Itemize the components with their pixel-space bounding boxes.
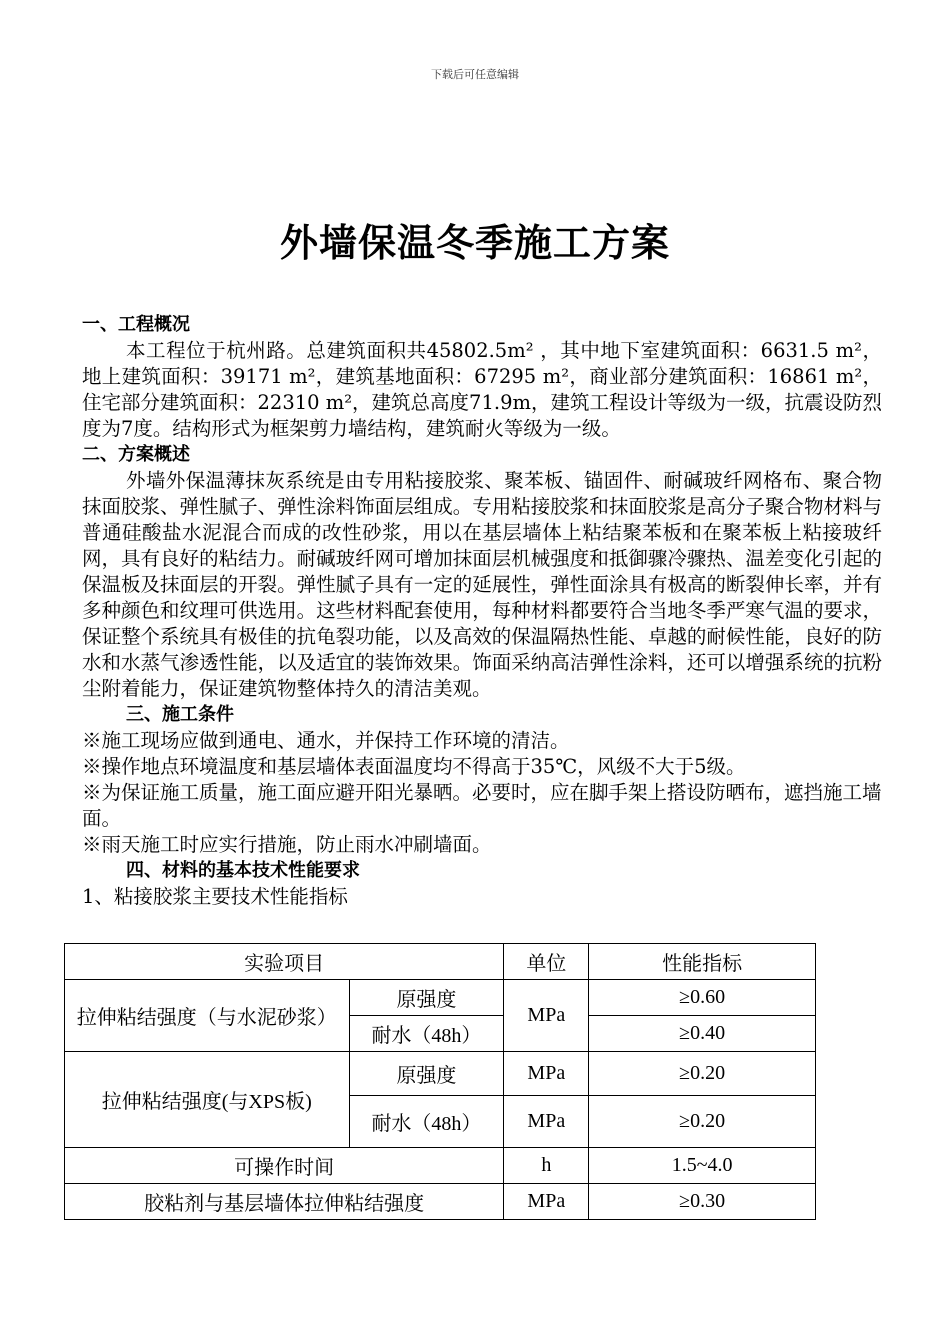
condition-cell: 耐水（48h） — [349, 1016, 504, 1052]
document-body — [82, 312, 882, 910]
table-row — [65, 1052, 816, 1096]
condition-cell: 耐水（48h） — [349, 1096, 504, 1148]
unit-cell: MPa — [504, 1184, 589, 1220]
condition-cell: 原强度 — [349, 980, 504, 1016]
row-label-cell: 可操作时间 — [65, 1148, 504, 1184]
row-label-cell: 拉伸粘结强度(与XPS板) — [65, 1052, 350, 1148]
scheme-paragraph: 外墙外保温薄抹灰系统是由专用粘接胶浆、聚苯板、锚固件、耐碱玻纤网格布、聚合物抹面胶浆、弹性腻子、弹性涂料饰面层组成。专用粘接胶浆和抹面胶浆是高分子聚合物材料与普通硅酸盐水泥混合而成的改性砂浆，用以在基层墙体上粘结聚苯板和在聚苯板上粘接玻纤网，具有良好的粘结力。耐碱玻纤网可增加抹面层机械强度和抵御骤冷骤热、温差变化引起的保温板及抹面层的开裂。弹性腻子具有一定的延展性，弹性面涂具有极高的断裂伸长率，并有多种颜色和纹理可供选用。这些材料配套使用，每种材料都要符合当地冬季严寒气温的要求，保证整个系统具有极佳的抗龟裂功能，以及高效的保温隔热性能、卓越的耐候性能，良好的防水和水蒸气渗透性能，以及适宜的装饰效果。饰面采纳高洁弹性涂料，还可以增强系统的抗粉尘附着能力，保证建筑物整体持久的清洁美观。 — [82, 469, 882, 700]
adhesive-spec-table — [64, 943, 816, 1220]
header-cell-item: 实验项目 — [65, 944, 504, 980]
unit-cell: MPa — [504, 1052, 589, 1096]
condition-item: ※操作地点环境温度和基层墙体表面温度均不得高于35℃，风级不大于5级。 — [82, 755, 746, 778]
header-cell-value: 性能指标 — [589, 944, 816, 980]
section-heading-overview: 一、工程概况 — [82, 314, 190, 335]
overview-paragraph: 本工程位于杭州路。总建筑面积共45802.5m² ，其中地下室建筑面积：6631.5 m²，地上建筑面积：39171 m²，建筑基地面积：67295 m²，商业部分建筑面积：16861 m²，住宅部分建筑面积：22310 m²，建筑总高度71.9m，建筑工程设计等级为一级，抗震设防烈度为7度。结构形式为框架剪力墙结构，建筑耐火等级为一级。 — [82, 339, 882, 440]
table-row — [65, 980, 816, 1016]
row-label-cell: 胶粘剂与基层墙体拉伸粘结强度 — [65, 1184, 504, 1220]
value-cell: ≥0.60 — [589, 980, 816, 1016]
value-cell: ≥0.20 — [589, 1096, 816, 1148]
unit-cell: MPa — [504, 1096, 589, 1148]
condition-cell: 原强度 — [349, 1052, 504, 1096]
table-caption: 1、粘接胶浆主要技术性能指标 — [82, 885, 348, 908]
value-cell: 1.5~4.0 — [589, 1148, 816, 1184]
header-cell-unit: 单位 — [504, 944, 589, 980]
table-row — [65, 1148, 816, 1184]
section-heading-conditions: 三、施工条件 — [126, 704, 234, 725]
condition-item: ※为保证施工质量，施工面应避开阳光暴晒。必要时，应在脚手架上搭设防晒布，遮挡施工墙面。 — [82, 781, 882, 830]
table-header-row — [65, 944, 816, 980]
page-header: 下载后可任意编辑 — [431, 68, 519, 81]
condition-item: ※施工现场应做到通电、通水，并保持工作环境的清洁。 — [82, 729, 570, 752]
unit-cell: MPa — [504, 980, 589, 1052]
value-cell: ≥0.20 — [589, 1052, 816, 1096]
row-label-cell: 拉伸粘结强度（与水泥砂浆） — [65, 980, 350, 1052]
unit-cell: h — [504, 1148, 589, 1184]
value-cell: ≥0.30 — [589, 1184, 816, 1220]
section-heading-scheme: 二、方案概述 — [82, 444, 190, 465]
section-heading-materials: 四、材料的基本技术性能要求 — [126, 860, 360, 881]
table-row — [65, 1184, 816, 1220]
value-cell: ≥0.40 — [589, 1016, 816, 1052]
condition-item: ※雨天施工时应实行措施，防止雨水冲刷墙面。 — [82, 833, 492, 856]
document-title: 外墙保温冬季施工方案 — [279, 221, 670, 265]
